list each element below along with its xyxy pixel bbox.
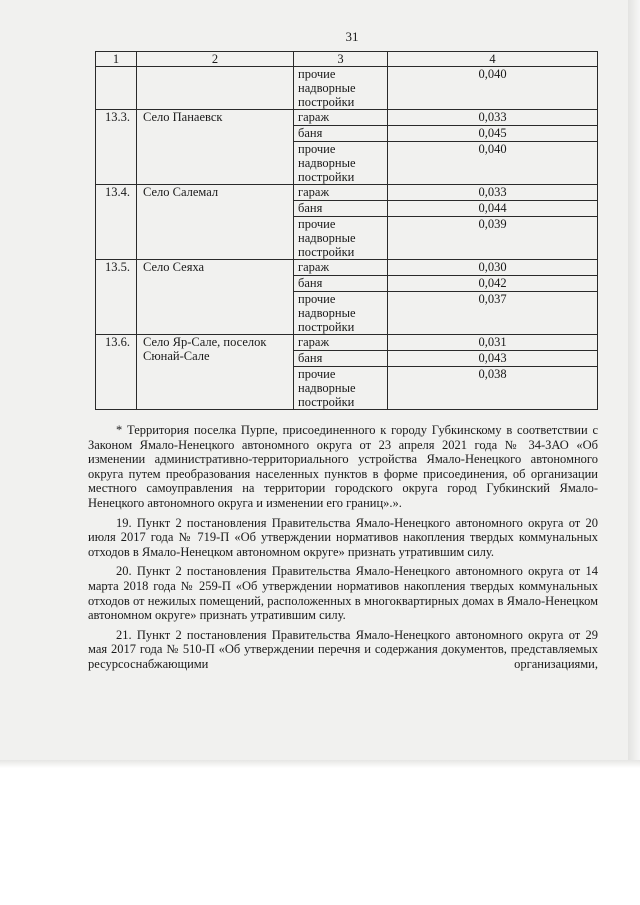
table-header-cell: 2 [137,52,294,67]
building-type: прочие надворные постройки [294,142,388,185]
building-type: прочие надворные постройки [294,217,388,260]
norm-value: 0,039 [388,217,598,260]
norm-value: 0,042 [388,276,598,292]
building-type: прочие надворные постройки [294,67,388,110]
settlement-name: Село Сеяха [137,260,294,335]
settlement-number: 13.4. [96,185,137,260]
clause-19-paragraph: 19. Пункт 2 постановления Правительства Ямало-Ненецкого автономного округа от 20 июля 2017 года № 719-П «Об утверждении нормативов накопления твердых коммунальных отходов в Ямало-Ненецком автономном округе» признать утратившим силу. [88,515,598,559]
building-type: гараж [294,110,388,126]
page-bottom-shadow [0,760,640,768]
page-number: 31 [345,29,359,44]
document-body [88,423,598,672]
table-row [96,185,598,201]
settlement-number [96,67,137,110]
footnote-paragraph: * Территория поселка Пурпе, присоединенного к городу Губкинскому в соответствии с Законом Ямало-Ненецкого автономного округа от 23 апреля 2021 года № 34-ЗАО «Об изменении административно-территориального устройства Ямало-Ненецкого автономного округа путем преобразования населенных пунктов в форме присоединения, об организации местного самоуправления на территории городского округа город Губкинский Ямало-Ненецкого автономного округа и изменении его границ».». [88,423,598,510]
table-header-cell: 4 [388,52,598,67]
clause-21-paragraph: 21. Пункт 2 постановления Правительства Ямало-Ненецкого автономного округа от 29 мая 2017 года № 510-П «Об утверждении перечня и содержания документов, представляемых ресурсоснабжающими организациями, [88,627,598,671]
table-row [96,67,598,110]
building-type: баня [294,126,388,142]
table-row [96,335,598,351]
settlement-number: 13.5. [96,260,137,335]
norm-value: 0,030 [388,260,598,276]
page-edge-shadow [628,0,640,765]
norm-value: 0,033 [388,185,598,201]
norm-value: 0,033 [388,110,598,126]
norm-value: 0,043 [388,351,598,367]
table-row [96,110,598,126]
building-type: баня [294,276,388,292]
clause-20-paragraph: 20. Пункт 2 постановления Правительства Ямало-Ненецкого автономного округа от 14 марта 2018 года № 259-П «Об утверждении нормативов накопления твердых коммунальных отходов от нежилых помещений, расположенных в многоквартирных домах в Ямало-Ненецком автономном округе» признать утратившим силу. [88,564,598,623]
norm-value: 0,045 [388,126,598,142]
settlement-name: Село Панаевск [137,110,294,185]
settlement-number: 13.3. [96,110,137,185]
building-type: гараж [294,335,388,351]
norm-value: 0,037 [388,292,598,335]
building-type: гараж [294,260,388,276]
building-type: гараж [294,185,388,201]
norm-value: 0,044 [388,201,598,217]
settlement-name: Село Яр-Сале, поселок Сюнай-Сале [137,335,294,410]
norm-value: 0,040 [388,142,598,185]
building-type: прочие надворные постройки [294,367,388,410]
building-type: прочие надворные постройки [294,292,388,335]
settlement-name: Село Салемал [137,185,294,260]
table-header-row [96,52,598,67]
norm-value: 0,038 [388,367,598,410]
norms-table [95,51,598,410]
norm-value: 0,031 [388,335,598,351]
settlement-name [137,67,294,110]
building-type: баня [294,201,388,217]
table-header-cell: 1 [96,52,137,67]
table-header-cell: 3 [294,52,388,67]
settlement-number: 13.6. [96,335,137,410]
building-type: баня [294,351,388,367]
table-row [96,260,598,276]
norm-value: 0,040 [388,67,598,110]
